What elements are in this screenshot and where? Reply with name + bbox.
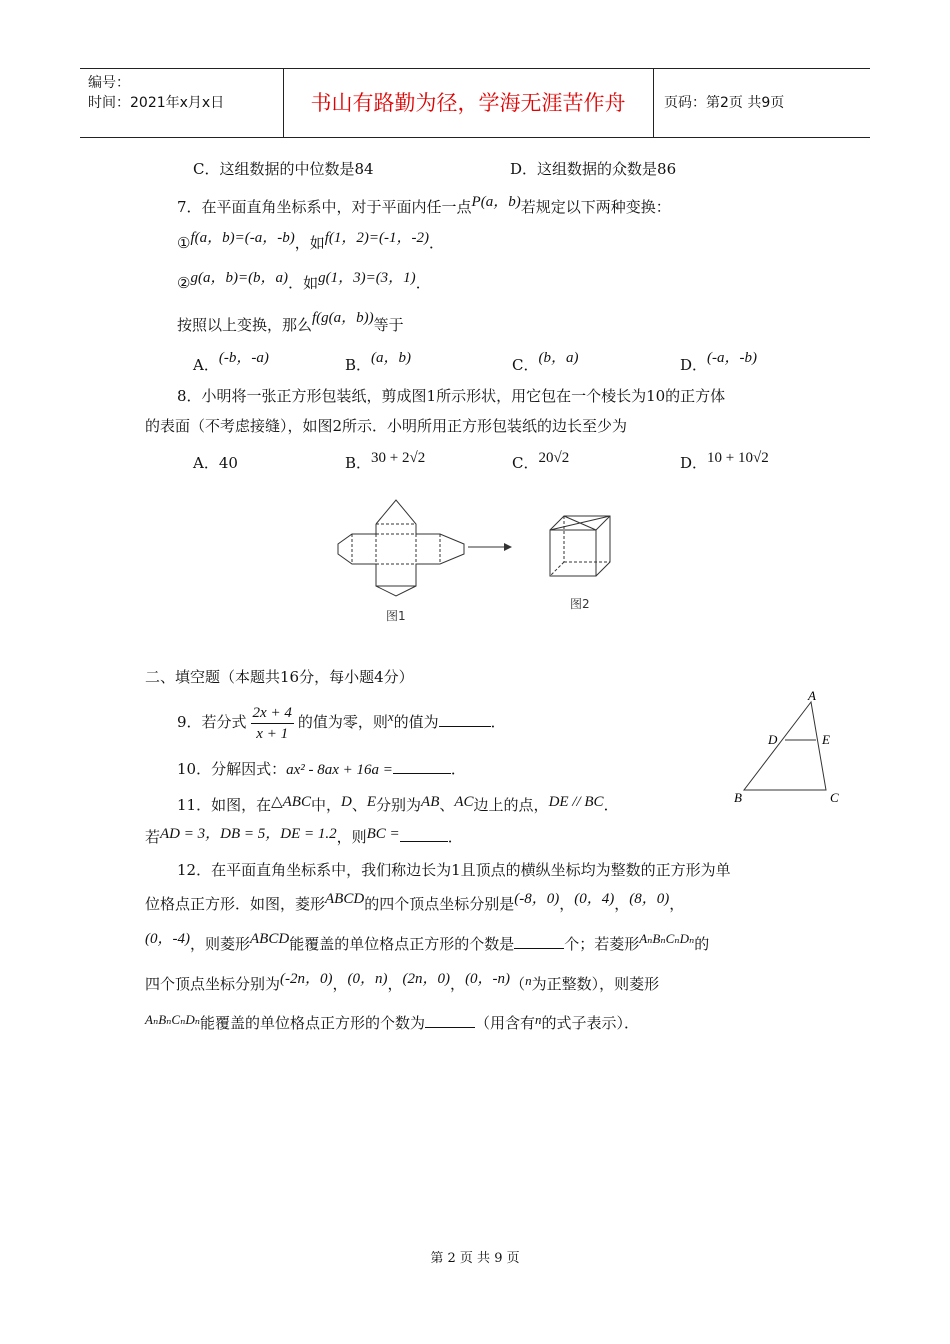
header-divider bbox=[653, 69, 654, 137]
header-meta bbox=[88, 73, 278, 113]
q8-option-d: D．10 + 10√2 bbox=[680, 450, 769, 472]
q6-option-d: D．这组数据的众数是86 bbox=[510, 160, 677, 178]
q7-stem bbox=[177, 196, 671, 219]
q12-line4: 四个顶点坐标分别为(-2n，0)，(0，n)，(2n，0)，(0，-n)（n为正整数），则菱形 bbox=[145, 971, 660, 993]
q7-rule2-example-label: ．如 bbox=[288, 274, 319, 292]
q12-answer-blank-1[interactable] bbox=[514, 934, 564, 949]
page-header bbox=[80, 68, 870, 138]
q7-ask-end: 等于 bbox=[373, 316, 404, 334]
label-c: C bbox=[830, 790, 839, 805]
q7-point: P(a，b) bbox=[471, 194, 521, 210]
q7-option-b: B．(a，b) bbox=[345, 350, 412, 374]
q7-rule1-formula: f(a，b)=(-a，-b) bbox=[190, 230, 295, 246]
q9-fraction: $\frac{2x + 4}{x + 1}$ bbox=[252, 704, 292, 742]
label-d: D bbox=[768, 732, 778, 747]
q7-rule2: ②g(a，b)=(b，a)．如g(1，3)=(3，1)． bbox=[177, 270, 431, 292]
label-a: A bbox=[808, 688, 816, 703]
section2-title: 二、填空题（本题共16分，每小题4分） bbox=[145, 668, 414, 686]
q10-answer-blank[interactable] bbox=[393, 759, 451, 774]
q10: 10．分解因式：ax² - 8ax + 16a = ． bbox=[177, 760, 466, 778]
figure2-cube bbox=[550, 516, 610, 576]
q9-middle: 的值为零，则 bbox=[297, 713, 388, 731]
q11-triangle-figure bbox=[728, 686, 848, 810]
q10-expr: ax² - 8ax + 16a = bbox=[286, 762, 393, 778]
q7-rule1: ①f(a，b)=(-a，-b)，如f(1，2)=(-1，-2)． bbox=[177, 230, 445, 252]
q7-rule1-mark: ① bbox=[177, 234, 191, 252]
q7-rule1-example-label: ，如 bbox=[294, 234, 325, 252]
q7-ask: 按照以上变换，那么 bbox=[177, 316, 313, 334]
q7-rule2-formula: g(a，b)=(b，a) bbox=[190, 270, 289, 286]
q11-line1: 11．如图，在△ABC中，D、E分别为AB、AC边上的点，DE // BC． bbox=[177, 794, 619, 814]
q12-answer-blank-2[interactable] bbox=[425, 1013, 475, 1028]
q12-line5: AₙBₙCₙDₙ能覆盖的单位格点正方形的个数为 （用含有n的式子表示）． bbox=[145, 1012, 640, 1032]
q12-line2: 位格点正方形．如图，菱形ABCD的四个顶点坐标分别是(-8，0)，(0，4)，(8，0)， bbox=[145, 891, 685, 913]
header-number: 编号： bbox=[88, 75, 130, 91]
q8-option-b: B．30 + 2√2 bbox=[345, 450, 426, 472]
q9-var: x bbox=[387, 709, 394, 724]
label-b: B bbox=[734, 790, 742, 805]
q7-question bbox=[177, 310, 404, 337]
q10-prefix: 10．分解因式： bbox=[177, 760, 287, 778]
q7-intro-end: 若规定以下两种变换： bbox=[520, 198, 671, 216]
q9: 9．若分式 $\frac{2x + 4}{x + 1}$ 的值为零，则x的值为 ． bbox=[177, 704, 506, 742]
q8-option-a: A．40 bbox=[193, 454, 238, 472]
q11-answer-blank[interactable] bbox=[400, 827, 448, 842]
triangle-abc bbox=[744, 702, 826, 790]
figure1-net bbox=[338, 500, 464, 596]
q11-line2: 若AD = 3，DB = 5，DE = 1.2，则BC = ． bbox=[145, 826, 463, 846]
q7-intro: 7．在平面直角坐标系中，对于平面内任一点 bbox=[177, 198, 472, 216]
q7-rule2-example: g(1，3)=(3，1) bbox=[318, 270, 416, 286]
q9-prefix: 9．若分式 bbox=[177, 713, 247, 731]
q6-option-c: C．这组数据的中位数是84 bbox=[193, 160, 374, 178]
q12-line1: 12．在平面直角坐标系中，我们称边长为1且顶点的横纵坐标均为整数的正方形为单 bbox=[177, 861, 731, 879]
q7-expr: f(g(a，b)) bbox=[312, 310, 374, 326]
q9-answer-blank[interactable] bbox=[439, 712, 491, 727]
arrow-icon bbox=[468, 543, 512, 551]
figure1-caption: 图1 bbox=[386, 609, 406, 623]
label-e: E bbox=[822, 732, 830, 747]
header-time: 时间：2021年x月x日 bbox=[88, 95, 225, 111]
q12-line3: (0，-4)，则菱形ABCD能覆盖的单位格点正方形的个数是 个；若菱形AₙBₙCₙDₙ的 bbox=[145, 931, 710, 953]
page-footer: 第 2 页 共 9 页 bbox=[430, 1251, 520, 1266]
q7-rule1-example: f(1，2)=(-1，-2) bbox=[324, 230, 429, 246]
q7-option-a: A．(-b，-a) bbox=[193, 350, 269, 374]
q8-figures bbox=[330, 490, 630, 630]
q7-option-c: C．(b，a) bbox=[512, 350, 579, 374]
q7-rule2-mark: ② bbox=[177, 274, 191, 292]
q8-line1: 8．小明将一张正方形包装纸，剪成图1所示形状，用它包在一个棱长为10的正方体 bbox=[177, 387, 726, 405]
header-motto: 书山有路勤为径，学海无涯苦作舟 bbox=[310, 91, 626, 115]
figure2-caption: 图2 bbox=[570, 597, 590, 611]
q8-option-c: C．20√2 bbox=[512, 450, 570, 472]
q9-suffix: 的值为 bbox=[393, 713, 439, 731]
q7-option-d: D．(-a，-b) bbox=[680, 350, 758, 374]
header-page-info: 页码：第2页 共9页 bbox=[664, 95, 785, 111]
q8-line2: 的表面（不考虑接缝），如图2所示．小明所用正方形包装纸的边长至少为 bbox=[145, 417, 628, 435]
